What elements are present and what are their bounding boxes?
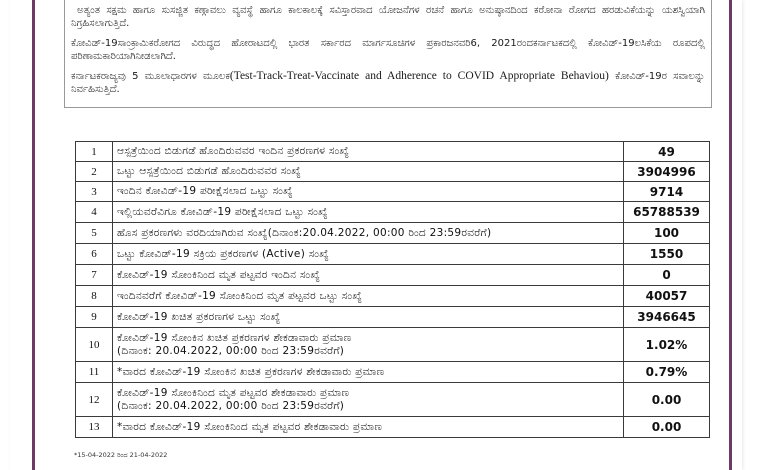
table-row [76, 223, 710, 244]
row-number: 3 [76, 182, 113, 202]
table-row [76, 362, 710, 383]
row-number: 1 [76, 142, 113, 162]
row-number: 4 [76, 202, 113, 223]
row-value: 3946645 [624, 307, 710, 328]
row-value: 0.00 [624, 417, 710, 438]
row-number: 11 [76, 362, 113, 383]
row-label: *ವಾರದ ಕೋವಿಡ್-19 ಸೋಂಕಿನಿಂದ ಮೃತ ಪಟ್ಟವರ ಶೇಕಡಾವಾರು ಪ್ರಮಾಣ [113, 417, 624, 438]
row-label: ಇಂದಿನವರೆಗೆ ಕೋವಿಡ್-19 ಸೋಂಕಿನಿಂದ ಮೃತ ಪಟ್ಟವರ ಒಟ್ಟು ಸಂಖ್ಯೆ [113, 286, 624, 307]
row-number: 7 [76, 265, 113, 286]
row-number: 8 [76, 286, 113, 307]
row-value: 3904996 [624, 162, 710, 182]
row-number: 10 [76, 328, 113, 362]
row-label: ಆಸ್ಪತ್ರೆಯಿಂದ ಬಿಡುಗಡೆ ಹೊಂದಿರುವವರ ಇಂದಿನ ಪ್ರಕರಣಗಳ ಸಂಖ್ಯೆ [113, 142, 624, 162]
row-label: ಒಟ್ಟು ಕೋವಿಡ್-19 ಸಕ್ರಿಯ ಪ್ರಕರಣಗಳ (Active) ಸಂಖ್ಯೆ [113, 244, 624, 265]
row-value: 0 [624, 265, 710, 286]
covid-stats-table [75, 141, 710, 438]
intro-p3-english: (Test-Track-Treat-Vaccinate and Adherence to COVID Appropriate Behaviou) [229, 70, 609, 82]
row-number: 12 [76, 383, 113, 417]
row-label: ಇಲ್ಲಿಯವರೆವಿಗೂ ಕೋವಿಡ್-19 ಪರೀಕ್ಷೆಸಲಾದ ಒಟ್ಟು ಸಂಖ್ಯೆ [113, 202, 624, 223]
row-label-line-1: ಕೋವಿಡ್-19 ಸೋಂಕಿನಿಂದ ಮೃತ ಪಟ್ಟವರ ಶೇಕಡಾವಾರು ಪ್ರಮಾಣ [117, 386, 350, 399]
row-number: 13 [76, 417, 113, 438]
intro-p3-end: ಕೋವಿಡ್-19ರ ಸವಾಲನ್ನು ನಿರ್ವಹಿಸುತ್ತಿದೆ. [71, 71, 706, 95]
table-row [76, 383, 710, 417]
row-label [113, 383, 624, 417]
row-label: ಕೋವಿಡ್-19 ಖಚಿತ ಪ್ರಕರಣಗಳ ಒಟ್ಟು ಸಂಖ್ಯೆ [113, 307, 624, 328]
row-value: 9714 [624, 182, 710, 202]
table-row [76, 202, 710, 223]
row-label-line-2: (ದಿನಾಂಕ: 20.04.2022, 00:00 ರಿಂದ 23:59ರವರೆಗೆ) [117, 399, 345, 412]
row-value: 65788539 [624, 202, 710, 223]
intro-p3-start: ಕರ್ನಾಟಕರಾಜ್ಯವು 5 ಮೂಲಾಧಾರಗಳ ಮೂಲಕ [71, 71, 230, 82]
row-value: 49 [624, 142, 710, 162]
table-row [76, 286, 710, 307]
table-row [76, 182, 710, 202]
row-number: 9 [76, 307, 113, 328]
row-label [113, 328, 624, 362]
row-label-line-2: (ದಿನಾಂಕ: 20.04.2022, 00:00 ರಿಂದ 23:59ರವರೆಗೆ) [117, 344, 345, 357]
row-number: 5 [76, 223, 113, 244]
row-number: 2 [76, 162, 113, 182]
footnote: *15-04-2022 ರಿಂದ 21-04-2022 [74, 451, 168, 459]
intro-paragraph-1: ಅತ್ಯಂತ ಸಕ್ಷಮ ಹಾಗೂ ಸುಸಜ್ಜಿತ ಕಣ್ಗಾವಲು ವ್ಯವಸ್ಥೆ ಹಾಗೂ ಕಾಲಕಾಲಕ್ಕೆ ಸವಿಸ್ತಾರವಾದ ಯೋಜನೆಗಳ ರಚನೆ ಹಾಗೂ ಅನುಷ್ಠಾನದಿಂದ ಕರೋನಾ ರೋಗದ ಹರಡುವಿಕೆಯನ್ನು ಯಶಸ್ವಿಯಾಗಿ ನಿಗ್ರಹಿಸಲಾಗುತ್ತಿದೆ. [71, 5, 705, 29]
table-row [76, 328, 710, 362]
row-label: *ವಾರದ ಕೋವಿಡ್-19 ಸೋಂಕಿನ ಖಚಿತ ಪ್ರಕರಣಗಳ ಶೇಕಡಾವಾರು ಪ್ರಮಾಣ [113, 362, 624, 383]
row-label-line-1: ಕೋವಿಡ್-19 ಸೋಂಕಿನ ಖಚಿತ ಪ್ರಕರಣಗಳ ಶೇಕಡಾವಾರು ಪ್ರಮಾಣ [117, 331, 352, 344]
intro-paragraph-3 [71, 70, 705, 96]
row-label: ಒಟ್ಟು ಆಸ್ಪತ್ರೆಯಿಂದ ಬಿಡುಗಡೆ ಹೊಂದಿರುವವರ ಸಂಖ್ಯೆ [113, 162, 624, 182]
row-value: 0.79% [624, 362, 710, 383]
table-row [76, 417, 710, 438]
table-row [76, 244, 710, 265]
row-label: ಇಂದಿನ ಕೋವಿಡ್-19 ಪರೀಕ್ಷೆಸಲಾದ ಒಟ್ಟು ಸಂಖ್ಯೆ [113, 182, 624, 202]
row-label: ಕೋವಿಡ್-19 ಸೋಂಕಿನಿಂದ ಮೃತ ಪಟ್ಟವರ ಇಂದಿನ ಸಂಖ್ಯೆ [113, 265, 624, 286]
row-label: ಹೊಸ ಪ್ರಕರಣಗಳು ವರದಿಯಾಗಿರುವ ಸಂಖ್ಯೆ(ದಿನಾಂಕ:20.04.2022, 00:00 ರಿಂದ 23:59ರವರೆಗೆ) [113, 223, 624, 244]
row-value: 100 [624, 223, 710, 244]
intro-box [64, 0, 712, 108]
row-value: 40057 [624, 286, 710, 307]
intro-paragraph-2: ಕೋವಿಡ್-19ಸಾಂಕ್ರಾಮಿಕರೋಗದ ವಿರುದ್ಧದ ಹೋರಾಟದಲ್ಲಿ ಭಾರತ ಸರ್ಕಾರದ ಮಾರ್ಗಸೂಚಿಗಳ ಪ್ರಕಾರಜನವರಿ6, 2021ರಂದಕರ್ನಾಟಕದಲ್ಲಿ ಕೋವಿಡ್-19ಲಸಿಕೆಯ ರೂಪದಲ್ಲಿ ಪರಿಣಾಮಕಾರಿಯಾಗಿನೀಡಲಾಗಿದೆ. [71, 38, 705, 62]
table-row [76, 162, 710, 182]
table-row [76, 142, 710, 162]
row-value: 0.00 [624, 383, 710, 417]
row-value: 1.02% [624, 328, 710, 362]
table-row [76, 265, 710, 286]
table-row [76, 307, 710, 328]
row-number: 6 [76, 244, 113, 265]
row-value: 1550 [624, 244, 710, 265]
